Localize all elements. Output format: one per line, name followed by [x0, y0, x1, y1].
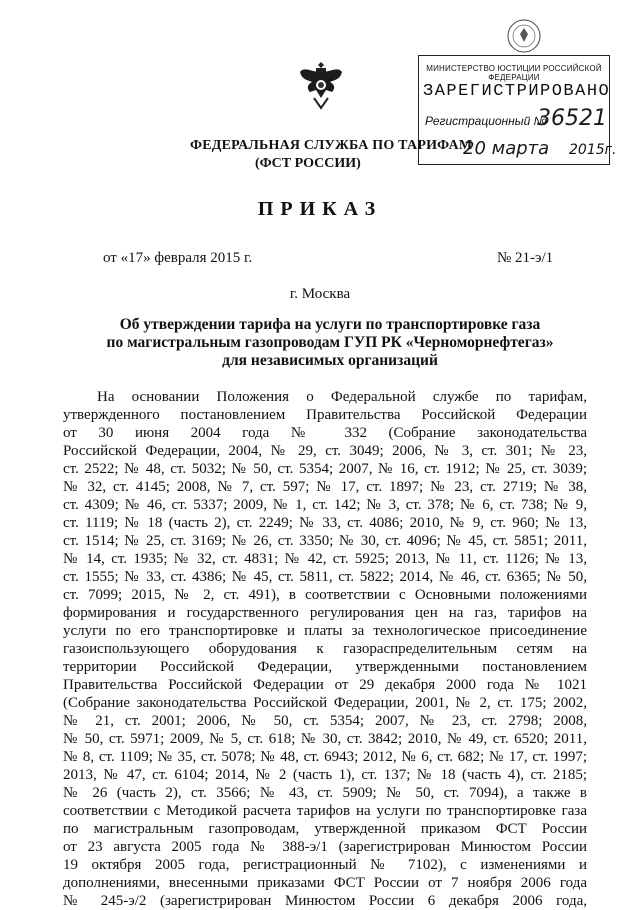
- body-line: услуги по его транспортировке и платы за технологическое присоединение: [63, 623, 587, 639]
- body-line: На основании Положения о Федеральной службе по тарифам,: [97, 389, 587, 405]
- document-city: г. Москва: [289, 286, 351, 302]
- body-line: Российской Федерации, 2004, № 29, ст. 3049; 2006, № 3, ст. 301; № 23,: [63, 443, 587, 459]
- body-line: от 30 июня 2004 года № 332 (Собрание законодательства: [63, 425, 587, 441]
- heading-line: по магистральным газопроводам ГУП РК «Черноморнефтегаз»: [106, 334, 554, 351]
- body-line: ст. 1119; № 18 (часть 2), ст. 2249; № 33, ст. 4086; 2010, № 9, ст. 960; № 13,: [63, 515, 587, 531]
- stamp-reg-date: 20 марта: [463, 138, 550, 159]
- body-line: территории Российской Федерации, утвержденными постановлением: [63, 659, 587, 675]
- stamp-reg-year: 2015г.: [569, 142, 617, 158]
- body-line: 2013, № 47, ст. 6104; 2014, № 2 (часть 1), ст. 137; № 18 (часть 4), ст. 2185;: [63, 767, 587, 783]
- body-line: № 21, ст. 2001; 2006, № 50, ст. 5354; 2007, № 23, ст. 2798; 2008,: [63, 713, 587, 729]
- stamp-registered: ЗАРЕГИСТРИРОВАНО: [423, 82, 611, 101]
- body-line: ст. 2522; № 48, ст. 5032; № 50, ст. 5354; 2007, № 16, ст. 1912; № 25, ст. 3039;: [63, 461, 587, 477]
- heading-line: Об утверждении тарифа на услуги по транспортировке газа: [119, 316, 541, 333]
- body-line: соответствии с Методикой расчета тарифов на услуги по транспортировке газа: [63, 803, 587, 819]
- body-line: ст. 4309; № 46, ст. 5337; 2009, № 1, ст. 142; № 3, ст. 378; № 6, ст. 738; № 9,: [63, 497, 587, 513]
- body-line: от 23 августа 2005 года № 388-э/1 (зарегистрирован Минюстом России: [63, 839, 587, 855]
- seal-icon: [506, 18, 542, 54]
- document-number: № 21-э/1: [497, 250, 554, 266]
- body-line: ст. 1514; № 25, ст. 3169; № 26, ст. 3350; № 30, ст. 4096; № 45, ст. 5851; 2011,: [63, 533, 587, 549]
- body-line: дополнениями, внесенными приказами ФСТ России от 7 ноября 2006 года: [63, 875, 587, 891]
- body-line: № 32, ст. 4145; 2008, № 7, ст. 597; № 17, ст. 1897; № 23, ст. 2719; № 38,: [63, 479, 587, 495]
- heading-line: для независимых организаций: [222, 352, 438, 369]
- agency-name: ФЕДЕРАЛЬНАЯ СЛУЖБА ПО ТАРИФАМ: [190, 138, 473, 153]
- body-line: № 14, ст. 1935; № 32, ст. 4831; № 42, ст. 5925; 2013, № 11, ст. 1126; № 13,: [63, 551, 587, 567]
- document-heading: [80, 316, 580, 370]
- body-line: Правительства Российской Федерации от 29 декабря 2000 года № 1021: [63, 677, 587, 693]
- body-line: утвержденного постановлением Правительства Российской Федерации: [63, 407, 587, 423]
- body-line: газоиспользующего оборудования к газораспределительным сетям на: [63, 641, 587, 657]
- body-line: № 8, ст. 1109; № 35, ст. 5078; № 48, ст. 6943; 2012, № 6, ст. 682; № 17, ст. 1997;: [63, 749, 587, 765]
- body-line: формирования и государственного регулирования цен на газ, тарифов на: [63, 605, 587, 621]
- stamp-ministry: МИНИСТЕРСТВО ЮСТИЦИИ РОССИЙСКОЙ ФЕДЕРАЦИИ: [426, 64, 602, 82]
- document-date: от «17» февраля 2015 г.: [103, 250, 253, 266]
- agency-short-name: (ФСТ РОССИИ): [255, 156, 361, 171]
- body-line: по магистральным газопроводам, утвержденной приказом ФСТ России: [63, 821, 587, 837]
- document-title: ПРИКАЗ: [257, 198, 383, 220]
- body-line: № 50, ст. 5971; 2009, № 5, ст. 618; № 30, ст. 3842; 2010, № 49, ст. 6520; 2011,: [63, 731, 587, 747]
- stamp-reg-number: 36521: [537, 106, 607, 131]
- document-body: [63, 388, 587, 910]
- stamp-reg-label: Регистрационный №: [425, 114, 547, 128]
- body-line: 19 октября 2005 года, регистрационный № 7102), с изменениями и: [63, 857, 587, 873]
- body-line: № 245-э/2 (зарегистрирован Минюстом России 6 декабря 2006 года,: [63, 893, 587, 909]
- body-line: № 26 (часть 2), ст. 3566; № 43, ст. 5909; № 50, ст. 7094), а также в: [63, 785, 587, 801]
- body-line: (Собрание законодательства Российской Федерации, 2001, № 2, ст. 175; 2002,: [63, 695, 587, 711]
- body-line: ст. 7099; 2015, № 2, ст. 491), в соответствии с Основными положениями: [63, 587, 587, 603]
- body-line: ст. 1555; № 33, ст. 4386; № 45, ст. 5811, ст. 5822; 2014, № 46, ст. 6365; № 50,: [63, 569, 587, 585]
- coat-of-arms-icon: [298, 58, 344, 110]
